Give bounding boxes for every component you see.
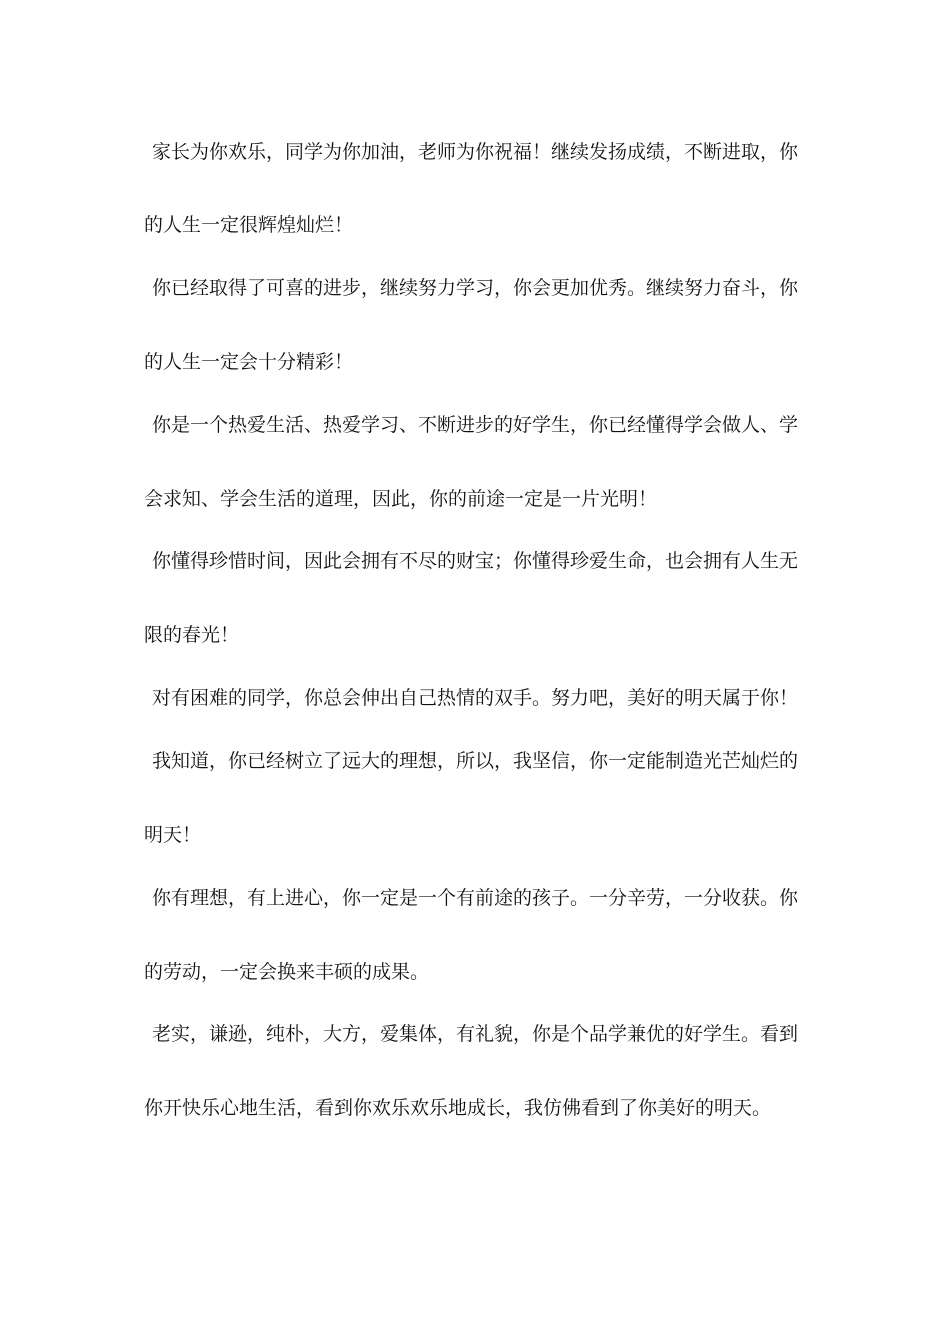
paragraph-2-line-1: 你已经取得了可喜的进步，继续努力学习，你会更加优秀。继续努力奋斗，你 — [152, 277, 799, 299]
paragraph-8-line-1: 老实，谦逊，纯朴，大方，爱集体，有礼貌，你是个品学兼优的好学生。看到 — [152, 1023, 799, 1045]
paragraph-7-line-2: 的劳动，一定会换来丰硕的成果。 — [144, 961, 430, 983]
paragraph-7-line-1: 你有理想，有上进心，你一定是一个有前途的孩子。一分辛劳，一分收获。你 — [152, 887, 799, 909]
paragraph-6-line-2: 明天！ — [144, 824, 202, 846]
paragraph-2-line-2: 的人生一定会十分精彩！ — [144, 351, 354, 373]
paragraph-1-line-2: 的人生一定很辉煌灿烂！ — [144, 214, 354, 236]
paragraph-3-line-1: 你是一个热爱生活、热爱学习、不断进步的好学生，你已经懂得学会做人、学 — [152, 414, 799, 436]
paragraph-3-line-2: 会求知、学会生活的道理，因此，你的前途一定是一片光明！ — [144, 488, 658, 510]
paragraph-1-line-1: 家长为你欢乐，同学为你加油，老师为你祝福！继续发扬成绩，不断进取，你 — [152, 141, 799, 163]
paragraph-5-line-1: 对有困难的同学，你总会伸出自己热情的双手。努力吧，美好的明天属于你！ — [152, 687, 799, 709]
paragraph-4-line-1: 你懂得珍惜时间，因此会拥有不尽的财宝；你懂得珍爱生命，也会拥有人生无 — [152, 550, 799, 572]
paragraph-6-line-1: 我知道，你已经树立了远大的理想，所以，我坚信，你一定能制造光芒灿烂的 — [152, 750, 799, 772]
paragraph-4-line-2: 限的春光！ — [144, 624, 240, 646]
paragraph-8-line-2: 你开快乐心地生活，看到你欢乐欢乐地成长，我仿佛看到了你美好的明天。 — [144, 1097, 772, 1119]
